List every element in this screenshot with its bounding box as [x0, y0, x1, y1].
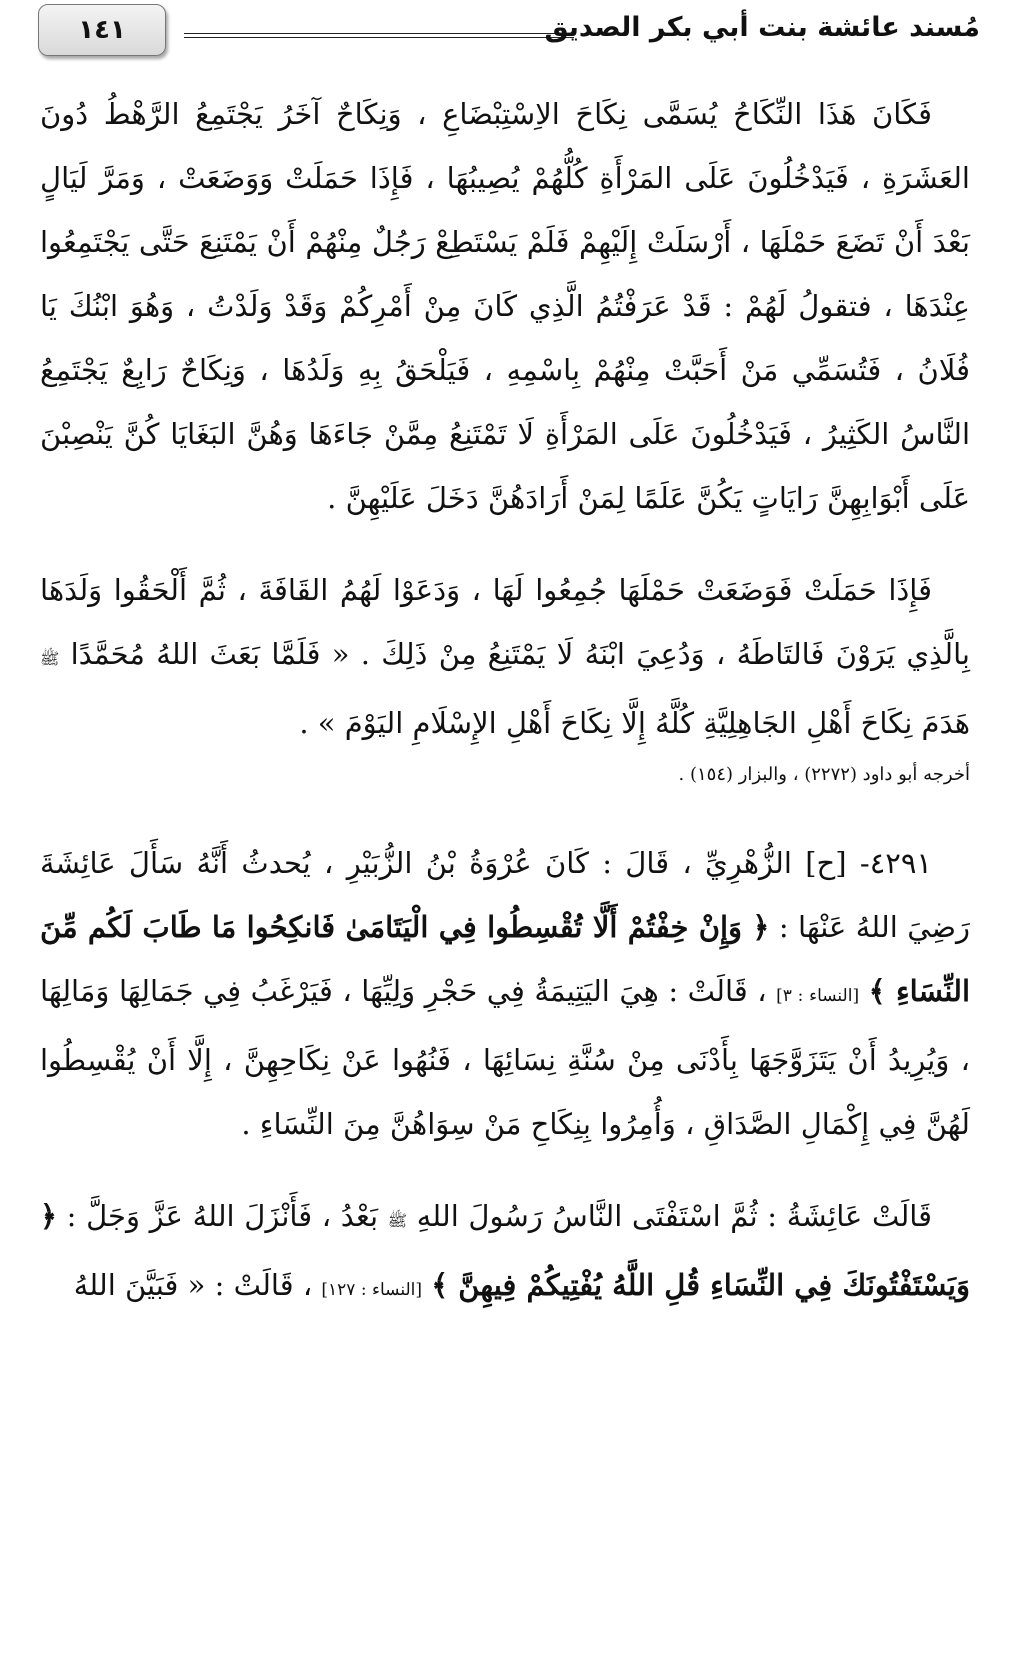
paragraph-2-text: فَإِذَا حَمَلَتْ فَوَضَعَتْ حَمْلَهَا جُمِعُوا لَهَا ، وَدَعَوْا لَهُمُ القَافَةَ ، ثُمَّ أَلْحَقُوا وَلَدَهَا بِالَّذِي يَرَوْنَ فَالتَاطَهُ ، وَدُعِيَ ابْنَهُ لَا يَمْتَنِعُ مِنْ ذَلِكَ . « فَلَمَّا بَعَثَ اللهُ مُحَمَّدًا	[40, 573, 970, 671]
hadith-number: ٤٢٩١	[869, 846, 932, 880]
quran-verse-1: ﴿ وَإِنْ خِفْتُمْ أَلَّا تُقْسِطُوا فِي الْيَتَامَىٰ فَانكِحُوا مَا طَابَ لَكُم مِّنَ النِّسَاءِ ﴾	[40, 910, 971, 1008]
verse-1-reference: [النساء : ٣]	[776, 986, 860, 1006]
page-number-badge	[38, 4, 166, 56]
header-rule	[184, 33, 574, 38]
running-title: مُسند عائشة بنت أبي بكر الصديق	[544, 12, 980, 43]
salawat-ligature-2: ﷺ	[387, 1211, 408, 1230]
quran-verse-2: ﴿ وَيَسْتَفْتُونَكَ فِي النِّسَاءِ قُلِ اللَّهُ يُفْتِيكُمْ فِيهِنَّ ﴾	[40, 1199, 970, 1302]
salawat-ligature: ﷺ	[40, 649, 60, 668]
page-header	[0, 0, 1010, 70]
paragraph-2-conclusion: هَدَمَ نِكَاحَ أَهْلِ الجَاهِلِيَّةِ كُلَّهُ إِلَّا نِكَاحَ أَهْلِ الإِسْلَامِ اليَوْمَ » .	[299, 706, 970, 740]
paragraph-2	[40, 558, 970, 755]
closing-text: قَالَتْ عَائِشَةُ : ثُمَّ اسْتَفْتَى النَّاسُ رَسُولَ اللهِ	[416, 1199, 933, 1233]
verse-2-reference: [النساء : ١٢٧]	[321, 1280, 422, 1300]
page-body	[40, 82, 970, 1322]
footnote: أخرجه أبو داود (٢٢٧٢) ، والبزار (١٥٤) .	[678, 764, 970, 785]
hadith-4291	[40, 831, 970, 1156]
hadith-opening: - [ح] الزُّهْرِيِّ ، قَالَ : كَانَ عُرْوَةُ بْنُ الزُّبَيْرِ ، يُحدثُ أَنَّهُ سَأَلَ عَائِشَةَ رَضِيَ اللهُ عَنْهَا :	[40, 846, 970, 944]
paragraph-1: فَكَانَ هَذَا النِّكَاحُ يُسَمَّى نِكَاحَ الاِسْتِبْضَاعِ ، وَنِكَاحٌ آخَرُ يَجْتَمِعُ الرَّهْطُ دُونَ العَشَرَةِ ، فَيَدْخُلُونَ عَلَى المَرْأَةِ كُلُّهُمْ يُصِيبُهَا ، فَإِذَا حَمَلَتْ وَوَضَعَتْ ، وَمَرَّ لَيَالٍ بَعْدَ أَنْ تَضَعَ حَمْلَهَا ، أَرْسَلَتْ إِلَيْهِمْ فَلَمْ يَسْتَطِعْ رَجُلٌ مِنْهُمْ أَنْ يَمْتَنِعَ حَتَّى يَجْتَمِعُوا عِنْدَهَا ، فتقولُ لَهُمْ : قَدْ عَرَفْتُمُ الَّذِي كَانَ مِنْ أَمْرِكُمْ وَقَدْ وَلَدْتُ ، وَهُوَ ابْنُكَ يَا فُلَانُ ، فَتُسَمِّي مَنْ أَحَبَّتْ مِنْهُمْ بِاسْمِهِ ، فَيَلْحَقُ بِهِ وَلَدُهَا ، وَنِكَاحٌ رَابِعٌ يَجْتَمِعُ النَّاسُ الكَثِيرُ ، فَيَدْخُلُونَ عَلَى المَرْأَةِ لَا تَمْتَنِعُ مِمَّنْ جَاءَهَا وَهُنَّ البَغَايَا كُنَّ يَنْصِبْنَ عَلَى أَبْوَابِهِنَّ رَايَاتٍ يَكُنَّ عَلَمًا لِمَنْ أَرَادَهُنَّ دَخَلَ عَلَيْهِنَّ .	[40, 97, 970, 515]
closing-paragraph	[40, 1184, 970, 1322]
closing-text-mid: بَعْدُ ، فَأَنْزَلَ اللهُ عَزَّ وَجَلَّ :	[66, 1199, 379, 1233]
page-number: ١٤١	[78, 15, 126, 45]
closing-text-end: ، قَالَتْ : « فَبَيَّنَ اللهُ	[73, 1268, 313, 1302]
hadith-text: ، قَالَتْ : هِيَ اليَتِيمَةُ فِي حَجْرِ وَلِيِّهَا ، فَيَرْغَبُ فِي جَمَالِهَا وَمَالِهَا ، وَيُرِيدُ أَنْ يَتَزَوَّجَهَا بِأَدْنَى مِنْ سُنَّةِ نِسَائِهَا ، فَنُهُوا عَنْ نِكَاحِهِنَّ ، إِلَّا أَنْ يُقْسِطُوا لَهُنَّ فِي إِكْمَالِ الصَّدَاقِ ، وَأُمِرُوا بِنِكَاحِ مَنْ سِوَاهُنَّ مِنَ النِّسَاءِ .	[40, 974, 970, 1141]
